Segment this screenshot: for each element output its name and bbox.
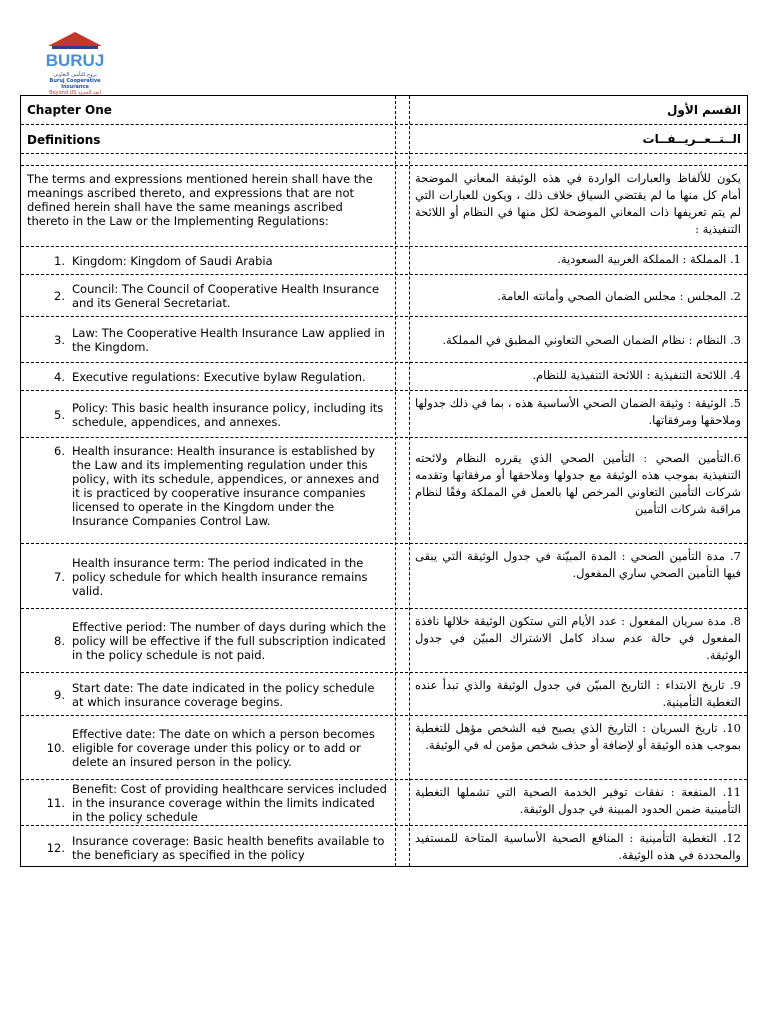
definition-row <box>21 543 747 609</box>
definition-text-en: Effective date: The date on which a person becomes eligible for coverage under this policy or to add or delete an insured person in the policy. <box>72 727 375 769</box>
definition-text-en: Law: The Cooperative Health Insurance Law applied in the Kingdom. <box>72 326 385 354</box>
definition-text-ar: 10. تاريخ السريان : التاريخ الذي يصبح فيه الشخص مؤهل للتغطية بموجب هذه الوثيقة أو لإضافة أو حذف شخص مؤمن له في الوثيقة. <box>415 721 741 752</box>
definition-text-en: Insurance coverage: Basic health benefits available to the beneficiary as specified in the policy <box>72 833 385 862</box>
intro-row <box>21 165 747 247</box>
definition-text-ar: 11. المنفعة : نفقات توفير الخدمة الصحية التي تشملها التغطية التأمينية ضمن الحدود المبينة في جدول الوثيقة. <box>415 785 741 816</box>
definitions-heading-row <box>21 124 747 154</box>
definition-row <box>21 316 747 363</box>
definitions-title-ar: الــتــعــريــفــات <box>642 132 741 146</box>
definition-text-en: Effective period: The number of days during which the policy will be effective if the full subscription indicated in the policy schedule is not paid. <box>72 620 386 662</box>
definition-text-en: Benefit: Cost of providing healthcare services included in the insurance coverage within the limits indicated in the policy schedule <box>72 782 387 824</box>
item-number: 5. <box>54 407 65 422</box>
logo-tagline: Beyond US أبعد الحدود <box>49 90 101 96</box>
logo-caption <box>40 72 110 96</box>
logo-english-name: Buruj Cooperative Insurance <box>49 78 101 90</box>
item-number: 4. <box>54 370 65 384</box>
definitions-title-en: Definitions <box>27 132 101 147</box>
definition-row <box>21 779 747 826</box>
logo-arabic-name: بروج للتأمين التعاوني <box>53 72 97 78</box>
item-number: 2. <box>54 289 65 303</box>
item-number: 7. <box>54 569 65 584</box>
definition-text-ar: 12. التغطية التأمينية : المنافع الصحية الأساسية المتاحة للمستفيد والمحددة في هذه الوثيقة. <box>415 831 741 862</box>
item-number: 12. <box>46 840 65 855</box>
item-number: 11. <box>46 796 65 810</box>
chapter-title-en: Chapter One <box>27 103 112 117</box>
intro-text-ar: يكون للألفاظ والعبارات الواردة في هذه الوثيقة المعاني الموضحة أمام كل منها ما لم يقتضي السياق خلاف ذلك ، ويكون للعبارات التي لم يتم تعريفها ذات المعاني الموضحة لكل منها في النظام أو اللائحة التنفيذية : <box>415 171 741 236</box>
logo-wordmark: BURUJ <box>45 51 105 70</box>
definition-row <box>21 390 747 438</box>
item-number: 9. <box>54 687 65 702</box>
definition-text-en: Policy: This basic health insurance policy, including its schedule, appendices, and annexes. <box>72 400 384 429</box>
definition-text-ar: 5. الوثيقة : وثيقة الضمان الصحي الأساسية هذه ، بما في ذلك جدولها وملاحقها ومرفقاتها. <box>415 396 741 427</box>
definition-text-ar: 8. مدة سريان المفعول : عدد الأيام التي ستكون الوثيقة خلالها نافذة المفعول في حالة عدم سداد كامل الاشتراك المبيّن في جدول الوثيقة. <box>415 614 741 662</box>
definition-text-en: Kingdom: Kingdom of Saudi Arabia <box>72 254 273 268</box>
definition-text-en: Health insurance term: The period indicated in the policy schedule for which health insurance remains valid. <box>72 555 368 598</box>
definition-text-en: Start date: The date indicated in the policy schedule at which insurance coverage begins. <box>72 680 375 709</box>
definition-row <box>21 274 747 317</box>
item-number: 1. <box>54 254 65 268</box>
item-number: 8. <box>54 634 65 648</box>
definition-text-en: Executive regulations: Executive bylaw Regulation. <box>72 370 366 384</box>
chapter-title-ar: القسم الأول <box>667 102 741 117</box>
definition-row <box>21 608 747 673</box>
definition-text-en: Health insurance: Health insurance is established by the Law and its implementing regulation under this policy, with its schedule, appendices, or annexes and it is practiced by cooperative insurance companies licensed to operate in the Kingdom under the Insurance Companies Control Law. <box>72 444 380 528</box>
definition-row <box>21 825 747 869</box>
definition-text-ar: 3. النظام : نظام الضمان الصحي التعاوني المطبق في المملكة. <box>442 332 741 347</box>
definition-text-ar: 2. المجلس : مجلس الضمان الصحي وأمانته العامة. <box>497 288 741 303</box>
definition-row <box>21 246 747 275</box>
definition-row <box>21 362 747 391</box>
item-number: 10. <box>46 741 65 755</box>
item-number: 3. <box>54 333 65 347</box>
item-number: 6. <box>54 444 65 458</box>
definition-text-ar: 4. اللائحة التنفيذية : اللائحة التنفيذية للنظام. <box>532 368 741 382</box>
definition-text-ar: 7. مدة التأمين الصحي : المدة المبيّنة في جدول الوثيقة التي يبقى فيها التأمين الصحي ساري المفعول. <box>415 549 741 580</box>
chapter-row <box>21 96 747 124</box>
definition-row <box>21 672 747 716</box>
definition-text-ar: 6.التأمين الصحي : التأمين الصحي الذي يقرره النظام ولائحته التنفيذية بموجب هذه الوثيقة مع جدولها وملاحقها أو مرفقاتها وتقدمه شركات التأمين التعاوني المرخص لها بالعمل في المملكة وفقًا لنظام مراقبة شركات التأمين <box>415 451 741 516</box>
definitions-table <box>20 95 748 867</box>
definition-row <box>21 437 747 544</box>
definition-text-en: Council: The Council of Cooperative Health Insurance and its General Secretariat. <box>72 282 380 310</box>
intro-text-en: The terms and expressions mentioned herein shall have the meanings ascribed thereto, and expressions that are not defined herein shall have the same meanings ascribed thereto in the Law or the Implementing Regulations: <box>27 172 373 228</box>
definition-text-ar: 1. المملكة : المملكة العربية السعودية. <box>557 252 741 266</box>
definition-row <box>21 715 747 780</box>
definition-text-ar: 9. تاريخ الابتداء : التاريخ المبيّن في جدول الوثيقة والذي تبدأ عنده التغطية التأمينية. <box>415 678 741 709</box>
